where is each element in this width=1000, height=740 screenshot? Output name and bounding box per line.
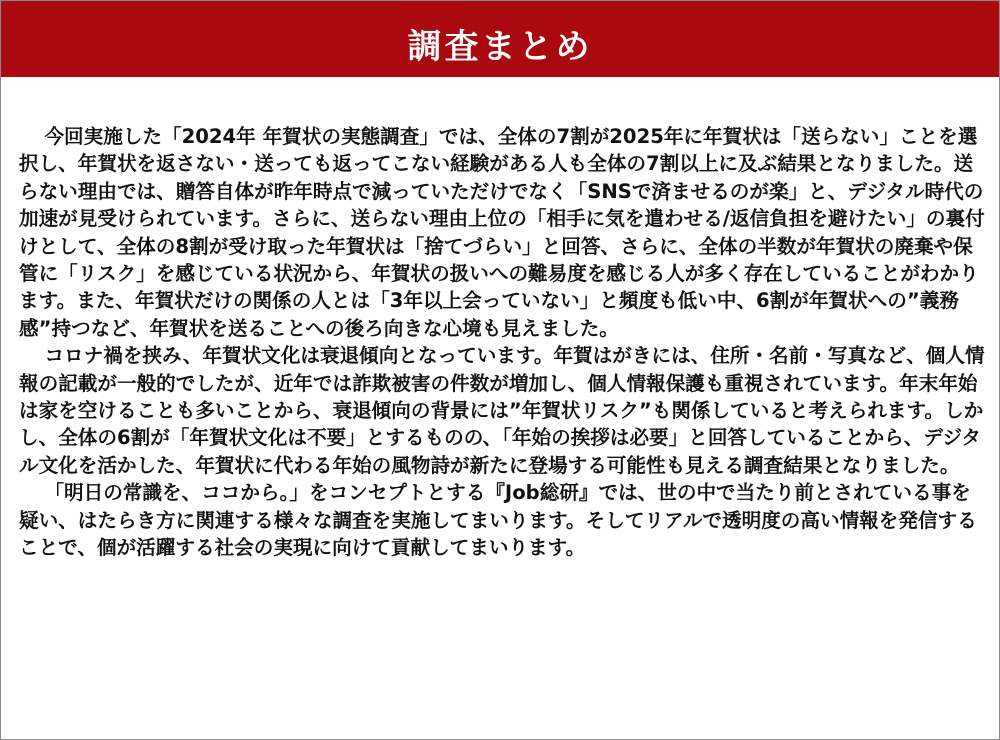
paragraph-job-soken: 「明日の常識を、ココから。」をコンセプトとする『Job総研』では、世の中で当たり前とされている事を疑い、はたらき方に関連する様々な調査を実施してまいります。そしてリアルで透明度の高い情報を発信することで、個が活躍する社会の実現に向けて貢献してまいります。 <box>19 481 977 560</box>
page-title: 調査まとめ <box>407 26 593 67</box>
paragraph-background: コロナ禍を挟み、年賀状文化は衰退傾向となっています。年賀はがきには、住所・名前・写真など、個人情報の記載が一般的でしたが、近年では詐欺被害の件数が増加し、個人情報保護も重視されています。年末年始は家を空けることも多いことから、衰退傾向の背景には”年賀状リスク”も関係していると考えられます。しかし、全体の6割が「年賀状文化は不要」とするものの、「年始の挨拶は必要」と回答していることから、デジタル文化を活かした、年賀状に代わる年始の風物詩が新たに登場する可能性も見える調査結果となりました。 <box>19 344 985 477</box>
paragraph-survey-results: 今回実施した「2024年 年賀状の実態調査」では、全体の7割が2025年に年賀状は「送らない」ことを選択し、年賀状を返さない・送っても返ってこない経験がある人も全体の7割以上に及ぶ結果となりました。送らない理由では、贈答自体が昨年時点で減っていただけでなく「SNSで済ませるのが楽」と、デジタル時代の加速が見受けられています。さらに、送らない理由上位の「相手に気を遣わせる/返信負担を避けたい」の裏付けとして、全体の8割が受け取った年賀状は「捨てづらい」と回答、さらに、全体の半数が年賀状の廃棄や保管に「リスク」を感じている状況から、年賀状の扱いへの難易度を感じる人が多く存在していることがわかります。また、年賀状だけの関係の人とは「3年以上会っていない」と頻度も低い中、6割が年賀状への”義務感”持つなど、年賀状を送ることへの後ろ向きな心境も見えました。 <box>19 125 985 340</box>
summary-body <box>19 123 985 562</box>
title-banner <box>1 1 999 77</box>
